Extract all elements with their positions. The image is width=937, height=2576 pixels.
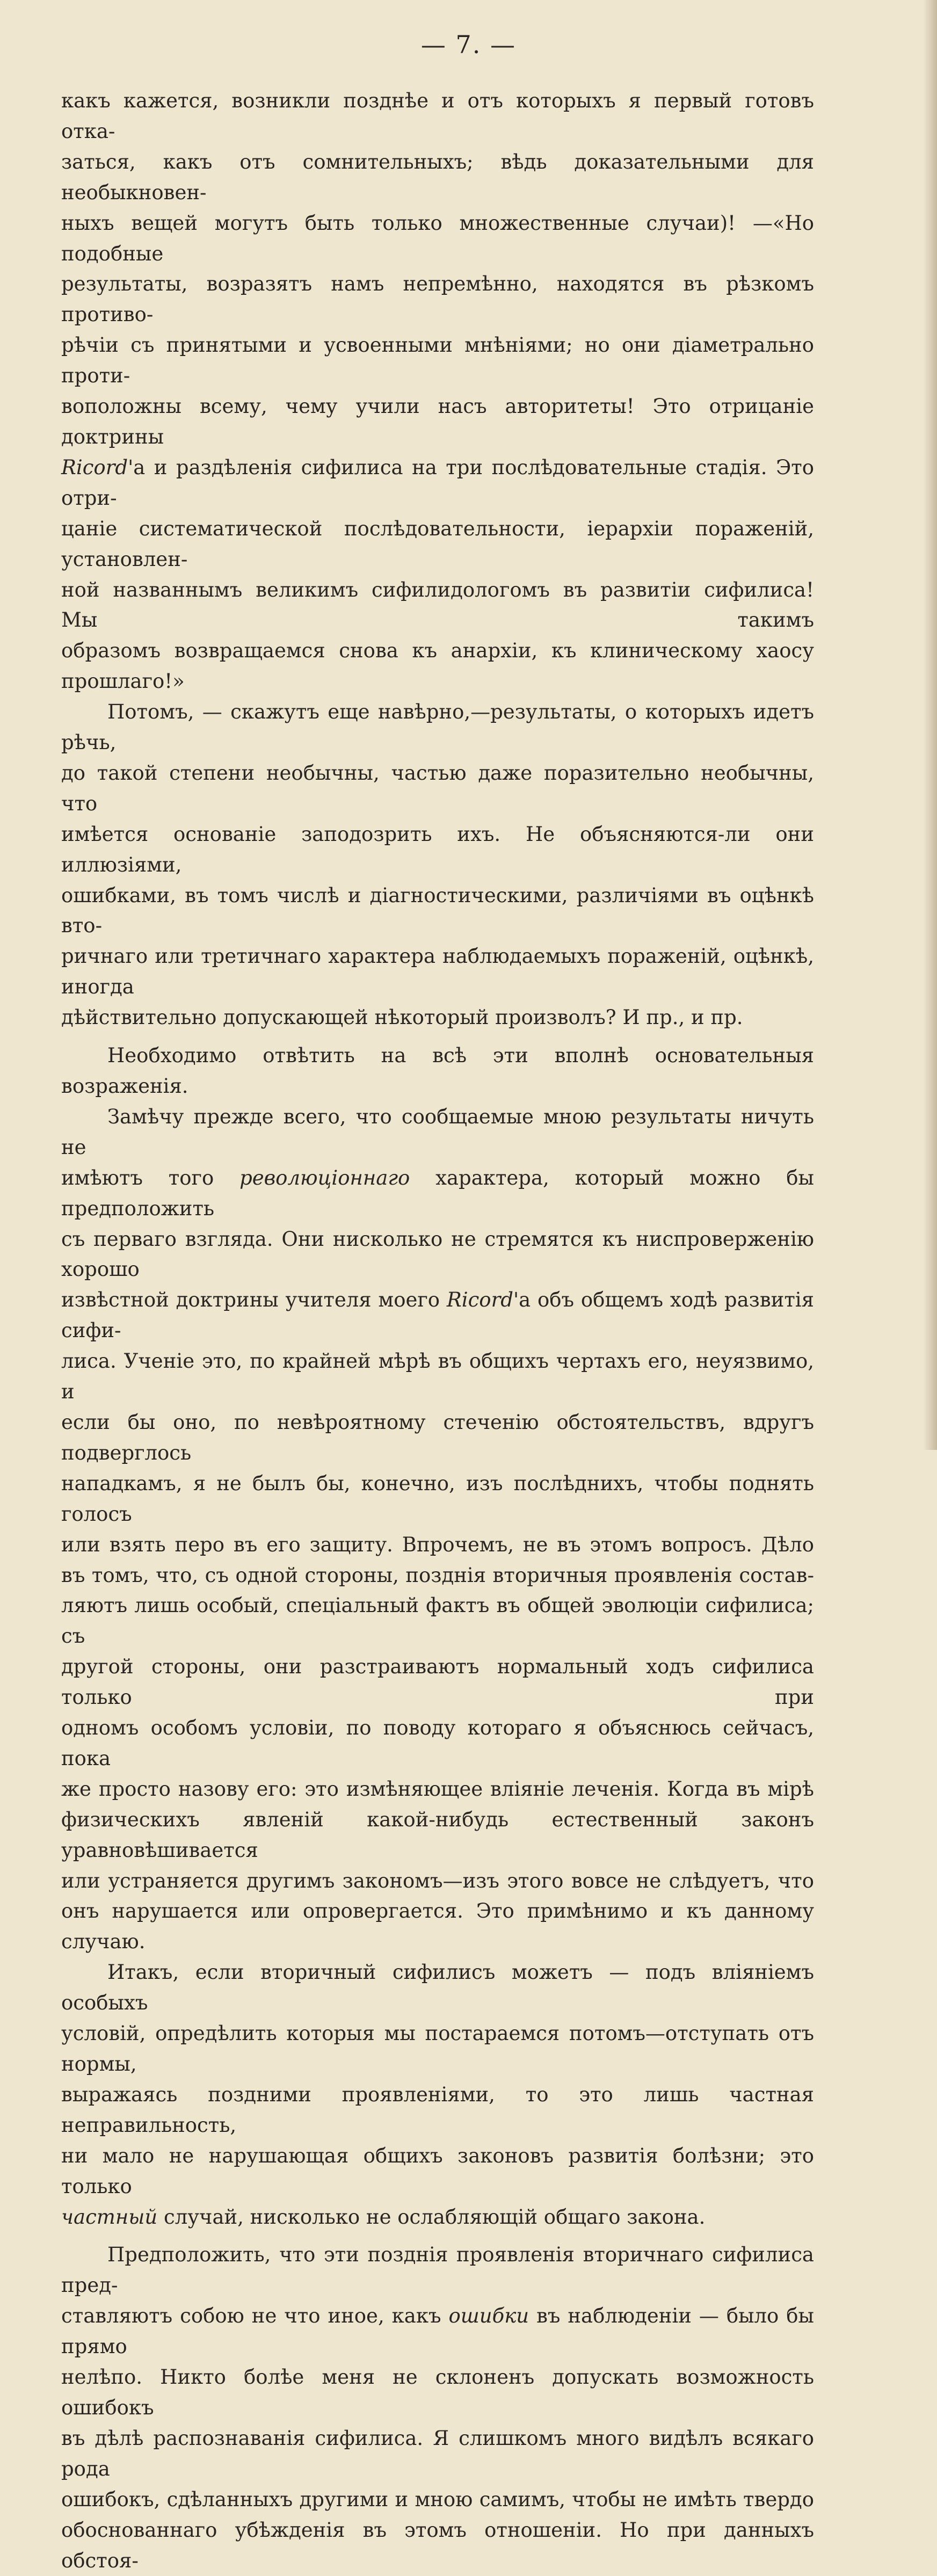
text-line: рѣчіи съ принятыми и усвоенными мнѣніями; но они діаметрально проти- bbox=[61, 333, 814, 388]
text-line: воположны всему, чему учили насъ авторитеты! Это отрицаніе доктрины bbox=[61, 395, 814, 448]
text-line: или взять перо въ его защиту. Впрочемъ, не въ этомъ вопросъ. Дѣло bbox=[61, 1533, 814, 1556]
italic-emphasis: Ricord bbox=[61, 455, 128, 479]
text-line: образомъ возвращаемся снова къ анархіи, къ клиническому хаосу прошлаго!» bbox=[61, 639, 814, 693]
text-segment: ставляютъ собою не что иное, какъ bbox=[61, 2304, 449, 2328]
text-segment: имѣютъ того bbox=[61, 1166, 240, 1189]
page-edge-shadow bbox=[923, 0, 937, 1450]
text-line: ной названнымъ великимъ сифилидологомъ въ развитіи сифилиса! Мы такимъ bbox=[61, 578, 814, 632]
text-line: до такой степени необычны, частью даже поразительно необычны, что bbox=[61, 761, 814, 815]
text-line: съ перваго взгляда. Они нисколько не стремятся къ ниспроверженію хорошо bbox=[61, 1227, 814, 1281]
text-line: ошибками, въ томъ числѣ и діагностическими, различіями въ оцѣнкѣ вто- bbox=[61, 883, 814, 938]
text-line: же просто назову его: это измѣняющее вліяніе леченія. Когда въ мірѣ bbox=[61, 1777, 814, 1801]
text-segment: случай, нисколько не ослабляющій общаго закона. bbox=[157, 2205, 706, 2229]
text-line: если бы оно, по невѣроятному стеченію обстоятельствъ, вдругъ подверглось bbox=[61, 1410, 814, 1464]
text-line bbox=[61, 2202, 814, 2233]
text-segment: въ наблюденіи — было бы прямо bbox=[61, 2304, 814, 2359]
text-line: выражаясь поздними проявленіями, то это лишь частная неправильность, bbox=[61, 2082, 814, 2137]
text-segment: извѣстной доктрины учителя моего bbox=[61, 1288, 447, 1312]
text-line: дѣйствительно допускающей нѣкоторый произволъ? И пр., и пр. bbox=[61, 1006, 743, 1029]
italic-emphasis: революціоннаго bbox=[239, 1166, 410, 1189]
text-line: въ дѣлѣ распознаванія сифилиса. Я слишкомъ много видѣлъ всякаго рода bbox=[61, 2426, 814, 2480]
italic-emphasis: Ricord bbox=[446, 1288, 513, 1312]
text-segment: характера, который можно бы предположить bbox=[61, 1166, 815, 1220]
text-line: другой стороны, они разстраиваютъ нормальный ходъ сифилиса только при bbox=[61, 1655, 814, 1709]
text-line: условій, опредѣлить которыя мы постараемся потомъ—отступать отъ нормы, bbox=[61, 2022, 814, 2076]
text-line: ричнаго или третичнаго характера наблюдаемыхъ пораженій, оцѣнкѣ, иногда bbox=[61, 945, 814, 999]
text-line: физическихъ явленій какой-нибудь естественный законъ уравновѣшивается bbox=[61, 1808, 814, 1862]
text-line: нападкамъ, я не былъ бы, конечно, изъ послѣднихъ, чтобы поднять голосъ bbox=[61, 1471, 814, 1526]
text-line: обоснованнаго убѣжденія въ этомъ отношеніи. Но при данныхъ обстоя- bbox=[61, 2518, 814, 2572]
italic-emphasis: частный bbox=[61, 2205, 158, 2229]
page-number: — 7. — bbox=[420, 30, 517, 59]
text-line: результаты, возразятъ намъ непремѣнно, находятся въ рѣзкомъ противо- bbox=[61, 272, 814, 326]
text-line: онъ нарушается или опровергается. Это примѣнимо и къ данному случаю. bbox=[61, 1899, 814, 1954]
text-line: Необходимо отвѣтить на всѣ эти вполнѣ основательныя возраженія. bbox=[61, 1044, 814, 1098]
text-line: лиса. Ученіе это, по крайней мѣрѣ въ общихъ чертахъ его, неуязвимо, и bbox=[61, 1349, 814, 1404]
italic-emphasis: ошибки bbox=[448, 2304, 529, 2328]
text-line: Итакъ, если вторичный сифилисъ можетъ — подъ вліяніемъ особыхъ bbox=[61, 1961, 814, 2015]
text-line bbox=[61, 1285, 814, 1346]
text-line: нелѣпо. Никто болѣе меня не склоненъ допускать возможность ошибокъ bbox=[61, 2365, 814, 2419]
text-line: имѣется основаніе заподозрить ихъ. Не объясняются-ли они иллюзіями, bbox=[61, 822, 814, 876]
text-line: Предположить, что эти позднія проявленія вторичнаго сифилиса пред- bbox=[61, 2243, 814, 2297]
text-line: Замѣчу прежде всего, что сообщаемые мною результаты ничуть не bbox=[61, 1105, 814, 1159]
text-line: какъ кажется, возникли позднѣе и отъ которыхъ я первый готовъ отка- bbox=[61, 89, 814, 143]
text-line: одномъ особомъ условіи, по поводу котораго я объяснюсь сейчасъ, пока bbox=[61, 1716, 814, 1770]
text-line bbox=[61, 453, 814, 514]
text-line: ошибокъ, сдѣланныхъ другими и мною самимъ, чтобы не имѣть твердо bbox=[61, 2487, 814, 2511]
text-line: цаніе систематической послѣдовательности, іерархіи пораженій, установлен- bbox=[61, 517, 814, 571]
text-line: Потомъ, — скажутъ еще навѣрно,—результаты, о которыхъ идетъ рѣчь, bbox=[61, 700, 814, 754]
text-line bbox=[61, 1163, 814, 1224]
text-line: или устраняется другимъ закономъ—изъ этого вовсе не слѣдуетъ, что bbox=[61, 1869, 814, 1892]
text-line: ныхъ вещей могутъ быть только множественные случаи)! —«Но подобные bbox=[61, 211, 814, 265]
text-segment: 'а и раздѣленія сифилиса на три послѣдовательные стадія. Это отри- bbox=[61, 455, 814, 510]
text-segment: 'а объ общемъ ходѣ развитія сифи- bbox=[61, 1288, 814, 1343]
text-line bbox=[61, 2301, 814, 2362]
text-line: заться, какъ отъ сомнительныхъ; вѣдь доказательными для необыкновен- bbox=[61, 150, 814, 204]
text-line: ни мало не нарушающая общихъ законовъ развитія болѣзни; это только bbox=[61, 2144, 814, 2198]
text-line: ляютъ лишь особый, спеціальный фактъ въ общей эволюціи сифилиса; съ bbox=[61, 1594, 814, 1648]
body-text bbox=[61, 86, 814, 2576]
text-line: въ томъ, что, съ одной стороны, позднія вторичныя проявленія состав- bbox=[61, 1563, 814, 1587]
